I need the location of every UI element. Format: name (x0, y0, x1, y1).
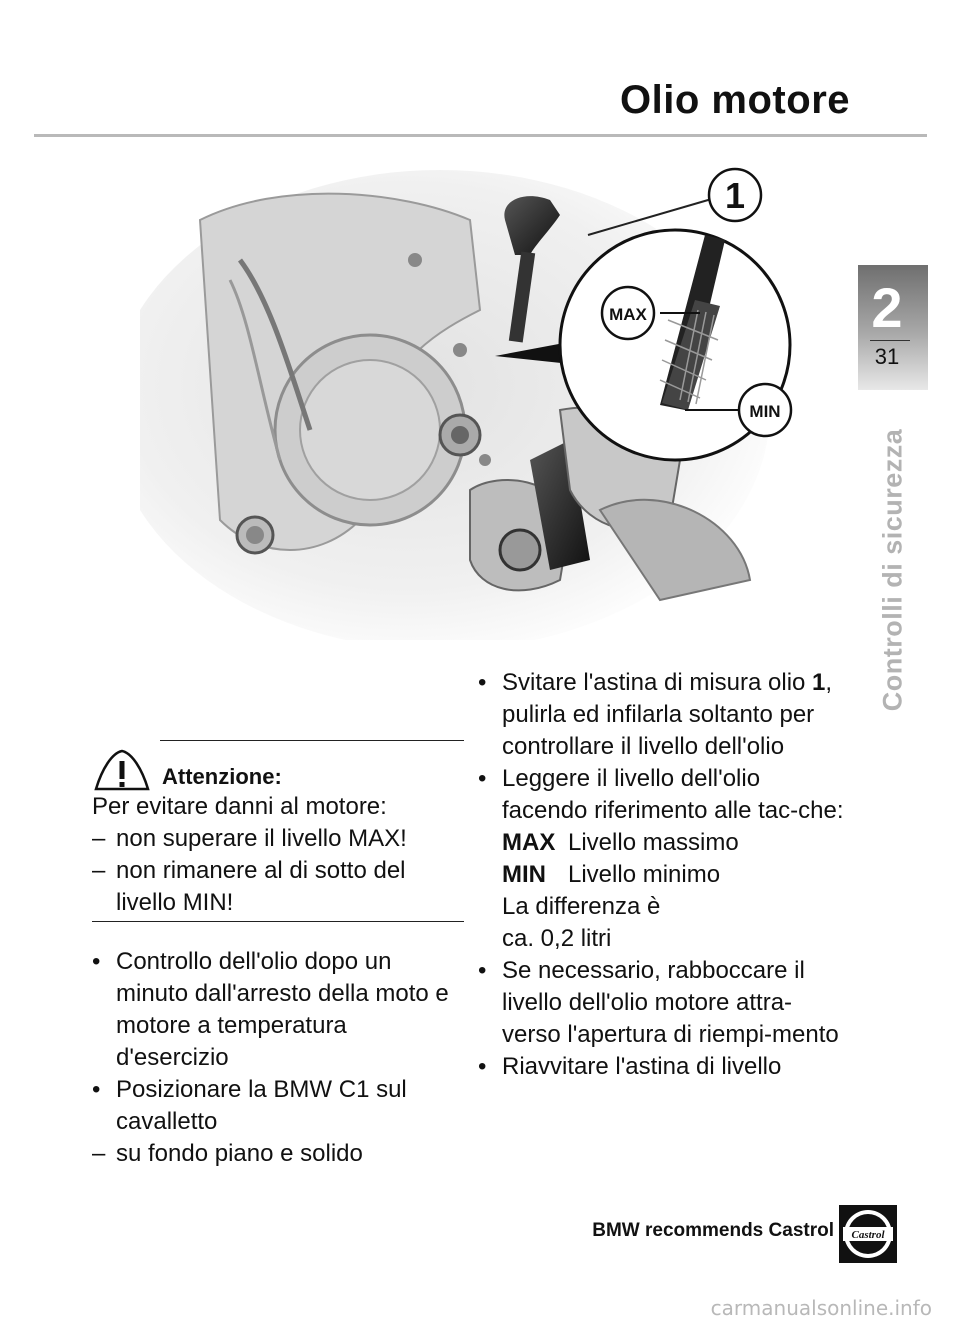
header-rule (34, 134, 927, 137)
left-column (92, 740, 464, 1170)
footer-text: BMW recommends Castrol (592, 1220, 834, 1241)
list-item (478, 763, 848, 827)
chapter-divider (870, 340, 910, 341)
warning-item (92, 823, 464, 855)
bullet-mark: • (478, 1053, 487, 1080)
step-text-cont: , pulirla ed infilarla soltanto per controllare il livello dell'olio (502, 669, 833, 760)
bullet-mark: • (92, 1076, 101, 1103)
list-item (92, 1074, 464, 1138)
min-label: MIN (749, 402, 781, 421)
callout-reference: 1 (812, 669, 826, 696)
level-row-min (478, 859, 848, 891)
bullet-mark: • (478, 765, 487, 792)
step-text: Svitare l'astina di misura olio (502, 669, 806, 696)
level-row-max (478, 827, 848, 859)
step-text: Riavvitare l'astina di livello (502, 1053, 782, 1080)
step-text: Leggere il livello dell'olio facendo riferimento alle tac-che: (502, 765, 844, 824)
difference-text: La differenza è (502, 893, 661, 920)
side-section-label: Controlli di sicurezza (877, 428, 908, 712)
bullet-mark: • (92, 948, 101, 975)
list-item (478, 955, 848, 1051)
watermark: carmanualsonline.info (710, 1296, 932, 1320)
callout-1-label: 1 (724, 175, 746, 216)
castrol-logo-icon (839, 1205, 897, 1263)
warning-icon (92, 747, 152, 791)
chapter-number: 2 (871, 276, 903, 339)
warning-rule-bottom (92, 921, 464, 922)
warning-title: Attenzione: (162, 764, 282, 789)
warning-item-text: non superare il livello MAX! (116, 825, 407, 852)
dash-mark: – (92, 825, 106, 852)
warning-item (92, 855, 464, 919)
bullet-mark: • (478, 957, 487, 984)
engine-illustration (140, 160, 840, 640)
step-text: Se necessario, rabboccare il livello dell'olio motore attra-verso l'apertura di riempi-mento (502, 957, 839, 1048)
bullet-mark: • (478, 669, 487, 696)
warning-intro: Per evitare danni al motore: (92, 793, 387, 820)
list-item (92, 946, 464, 1074)
list-item-text: Controllo dell'olio dopo un minuto dall'arresto della moto e motore a temperatura d'esercizio (116, 948, 449, 1071)
level-label: Livello minimo (568, 861, 721, 888)
max-label: MAX (609, 305, 647, 324)
list-item-text: Posizionare la BMW C1 sul cavalletto (116, 1076, 407, 1135)
level-key: MIN (502, 861, 546, 888)
castrol-logo-text: Castrol (851, 1229, 885, 1241)
page-title: Olio motore (620, 78, 850, 122)
warning-item-text: non rimanere al di sotto del livello MIN! (116, 857, 406, 916)
level-key: MAX (502, 829, 556, 856)
list-item (478, 1051, 848, 1083)
list-item (478, 667, 848, 763)
dash-mark: – (92, 857, 106, 884)
difference-value: ca. 0,2 litri (502, 925, 612, 952)
page-number: 31 (874, 344, 900, 369)
list-item (92, 1138, 464, 1170)
level-label: Livello massimo (568, 829, 739, 856)
list-item-text: su fondo piano e solido (116, 1140, 363, 1167)
right-column (478, 667, 848, 1083)
warning-header (92, 741, 464, 791)
dash-mark: – (92, 1140, 106, 1167)
